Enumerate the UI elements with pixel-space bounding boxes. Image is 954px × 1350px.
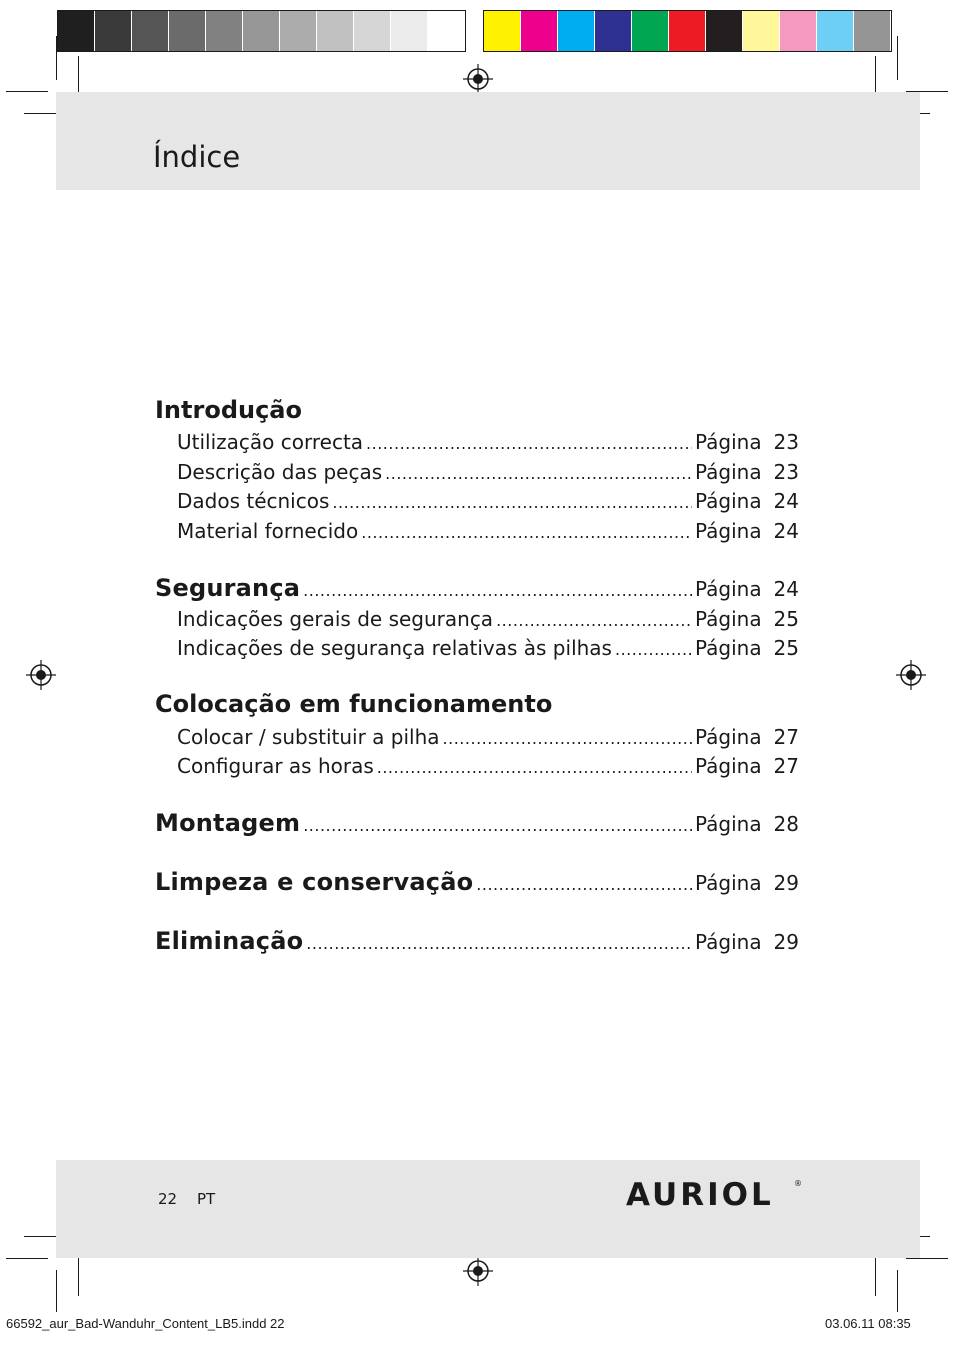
color-swatch xyxy=(669,11,706,51)
gray-swatch xyxy=(58,11,95,51)
language-code: PT xyxy=(197,1190,216,1208)
color-swatch xyxy=(817,11,854,51)
color-swatch xyxy=(743,11,780,51)
color-swatch xyxy=(484,11,521,51)
gray-swatch xyxy=(280,11,317,51)
toc-entry[interactable]: Indicações de segurança relativas às pilhas ..... Página 25 xyxy=(155,636,799,660)
page-number: 22 xyxy=(158,1190,178,1208)
toc-entry[interactable]: Descrição das peças ..... Página 23 xyxy=(155,460,799,484)
crop-mark xyxy=(6,1258,48,1259)
gray-swatch xyxy=(206,11,243,51)
toc-section-limpeza[interactable]: Limpeza e conservação ..... Página 29 xyxy=(155,868,799,896)
color-swatch xyxy=(558,11,595,51)
toc-entry[interactable]: Colocar / substituir a pilha ..... Página 27 xyxy=(155,725,799,749)
toc-section-title: Introdução xyxy=(155,396,302,424)
print-slug-file: 66592_aur_Bad-Wanduhr_Content_LB5.indd 22 xyxy=(6,1316,285,1331)
gray-swatch xyxy=(317,11,354,51)
gray-swatch xyxy=(132,11,169,51)
crop-mark xyxy=(897,1270,898,1312)
toc-section-introducao[interactable] xyxy=(155,396,799,424)
print-slug-datetime: 03.06.11 08:35 xyxy=(825,1316,911,1331)
crop-mark xyxy=(6,91,48,92)
color-swatch xyxy=(780,11,817,51)
toc-entry[interactable]: Material fornecido ..... Página 24 xyxy=(155,519,799,543)
toc-entry[interactable]: Configurar as horas ..... Página 27 xyxy=(155,754,799,778)
toc-entry[interactable]: Indicações gerais de segurança ..... Página 25 xyxy=(155,607,799,631)
registration-mark-icon xyxy=(463,1256,493,1286)
registration-mark-icon xyxy=(463,64,493,94)
page-title: Índice xyxy=(153,140,241,174)
color-swatch xyxy=(706,11,743,51)
gray-swatch xyxy=(391,11,428,51)
toc-entry[interactable]: Utilização correcta ..... Página 23 xyxy=(155,430,799,454)
color-calibration-bar xyxy=(483,10,892,52)
gray-swatch xyxy=(169,11,206,51)
svg-text:AURIOL: AURIOL xyxy=(626,1177,774,1210)
gray-swatch xyxy=(428,11,465,51)
toc-section-seguranca[interactable]: Segurança ..... Página 24 xyxy=(155,574,799,602)
color-swatch xyxy=(595,11,632,51)
color-swatch xyxy=(521,11,558,51)
crop-mark xyxy=(56,1270,57,1312)
registration-mark-icon xyxy=(896,660,926,690)
crop-mark xyxy=(897,36,898,80)
gray-swatch xyxy=(354,11,391,51)
color-swatch xyxy=(854,11,891,51)
color-swatch xyxy=(632,11,669,51)
toc-section-eliminacao[interactable]: Eliminação ..... Página 29 xyxy=(155,927,799,955)
toc-section-colocacao[interactable]: Colocação em funcionamento xyxy=(155,690,553,718)
gray-swatch xyxy=(95,11,132,51)
crop-mark xyxy=(78,1256,79,1296)
grayscale-calibration-bar xyxy=(57,10,466,52)
toc-entry[interactable]: Dados técnicos ..... Página 24 xyxy=(155,489,799,513)
svg-text:®: ® xyxy=(794,1179,802,1188)
auriol-logo xyxy=(626,1176,802,1210)
crop-mark xyxy=(875,1256,876,1296)
registration-mark-icon xyxy=(26,660,56,690)
toc-section-montagem[interactable]: Montagem ..... Página 28 xyxy=(155,809,799,837)
gray-swatch xyxy=(243,11,280,51)
crop-mark xyxy=(56,36,57,80)
crop-mark xyxy=(906,1258,948,1259)
